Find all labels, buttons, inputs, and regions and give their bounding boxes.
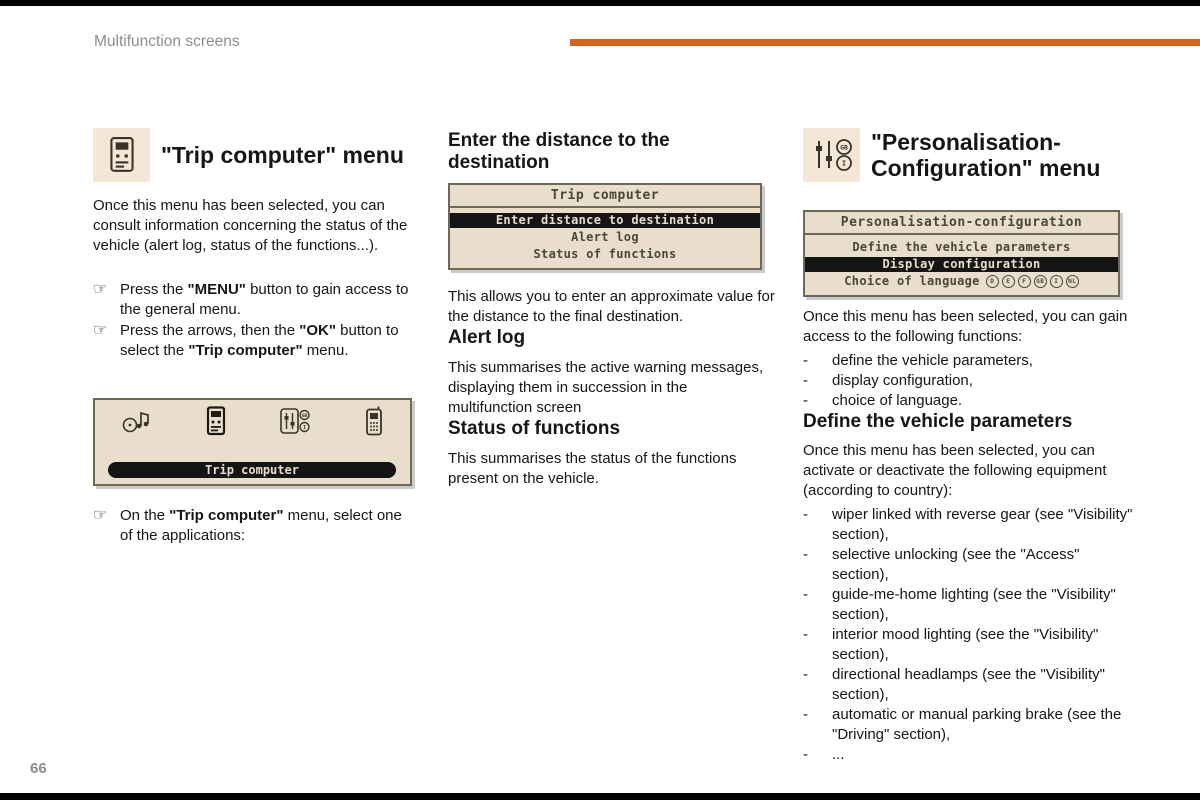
screen-title: Trip computer: [450, 185, 760, 208]
function-text: define the vehicle parameters,: [832, 352, 1033, 369]
pointing-hand-icon: ☞: [93, 507, 108, 524]
trip-computer-menu-icon: [205, 406, 227, 436]
personalisation-menu-screenshot: [803, 210, 1120, 297]
heading-enter-distance: Enter the distance to the destination: [448, 130, 670, 173]
text-run-bold: "MENU": [187, 281, 246, 298]
personalisation-intro: Once this menu has been selected, you can gain access to the following functions:: [803, 308, 1128, 345]
equipment-text: directional headlamps (see the "Visibility" section),: [832, 666, 1106, 703]
text-run: menu.: [302, 342, 349, 359]
dash: -: [803, 506, 808, 523]
text-run: button to gain access to the general menu.: [120, 281, 409, 318]
column-trip-computer: [93, 128, 415, 547]
function-text: choice of language.: [832, 392, 963, 409]
pointing-hand-icon: ☞: [93, 322, 108, 339]
section-title-trip-computer: "Trip computer" menu: [161, 142, 404, 168]
equipment-text: guide-me-home lighting (see the "Visibility" section),: [832, 586, 1116, 623]
personalisation-menu-icon: [280, 407, 310, 435]
alert-log-body: This summarises the active warning messages, displaying them in succession in the multifunction screen: [448, 359, 764, 416]
telephone-icon: [364, 406, 384, 436]
dash: -: [803, 392, 808, 409]
distance-body: This allows you to enter an approximate value for the distance to the final destination.: [448, 288, 775, 325]
badge-gb: GB: [839, 143, 848, 152]
status-of-functions-body: This summarises the status of the functions present on the vehicle.: [448, 450, 737, 487]
badge-i: I: [303, 425, 307, 431]
badge-gb: GB: [302, 414, 308, 419]
heading-define-parameters: Define the vehicle parameters: [803, 411, 1073, 432]
choice-of-language-label: Choice of language: [844, 274, 980, 288]
step-ok-button: [93, 321, 415, 361]
trip-computer-steps: [93, 280, 415, 361]
dash: -: [803, 372, 808, 389]
audio-icon: [121, 408, 151, 434]
personalisation-icon: [803, 128, 860, 182]
title-line-1: "Personalisation-: [871, 129, 1061, 155]
selected-menu-label: Trip computer: [108, 462, 396, 478]
equipment-list: [803, 505, 1136, 765]
list-item: [803, 505, 1136, 545]
trip-computer-icon: [93, 128, 150, 182]
language-flag-d: D: [986, 275, 999, 288]
list-item: [803, 625, 1136, 665]
running-header: Multifunction screens: [94, 33, 240, 50]
menu-item-enter-distance: Enter distance to destination: [450, 213, 760, 228]
step-text: [120, 321, 415, 361]
function-text: display configuration,: [832, 372, 973, 389]
list-item: [803, 351, 1136, 371]
list-item: [803, 745, 1136, 765]
dash: -: [803, 626, 808, 643]
language-flag-f: F: [1018, 275, 1031, 288]
language-flag-gb: GB: [1034, 275, 1047, 288]
equipment-text: ...: [832, 746, 845, 763]
heading-status-of-functions: Status of functions: [448, 418, 621, 439]
equipment-text: interior mood lighting (see the "Visibility" section),: [832, 626, 1099, 663]
multifunction-display-screenshot: [93, 398, 412, 486]
menu-item-alert-log: Alert log: [571, 230, 639, 244]
language-flag-i: I: [1050, 275, 1063, 288]
define-parameters-intro: Once this menu has been selected, you can activate or deactivate the following equipment (according to country):: [803, 442, 1107, 499]
dash: -: [803, 746, 808, 763]
language-flag-e: E: [1002, 275, 1015, 288]
list-item: [803, 665, 1136, 705]
list-item: [803, 371, 1136, 391]
badge-i: I: [841, 159, 846, 168]
language-flag-nl: NL: [1066, 275, 1079, 288]
screen-menu-body: [450, 208, 760, 268]
title-line-2: Configuration" menu: [871, 155, 1101, 181]
dash: -: [803, 546, 808, 563]
dash: -: [803, 666, 808, 683]
pointing-hand-icon: ☞: [93, 281, 108, 298]
text-run: Press the arrows, then the: [120, 322, 300, 339]
dash: -: [803, 352, 808, 369]
text-run: button to select the: [120, 322, 399, 359]
menu-item-display-configuration: Display configuration: [805, 257, 1118, 272]
dash: -: [803, 706, 808, 723]
menu-item-status-of-functions: Status of functions: [533, 247, 677, 261]
column-personalisation: [803, 128, 1136, 765]
step-text: [120, 506, 415, 546]
top-rule: [0, 0, 1200, 6]
menu-item-choice-of-language: [805, 274, 1118, 289]
column-distance: [448, 128, 775, 489]
functions-list: [803, 351, 1136, 411]
screen-title: Personalisation-configuration: [805, 212, 1118, 235]
trip-computer-intro: Once this menu has been selected, you can consult information concerning the status of the vehicle (alert log, status of the functions...).: [93, 197, 408, 254]
equipment-text: wiper linked with reverse gear (see "Visibility" section),: [832, 506, 1133, 543]
list-item: [803, 585, 1136, 625]
section-title-personalisation: [871, 129, 1100, 181]
trip-computer-title-row: [93, 128, 415, 182]
step-text: [120, 280, 415, 320]
step-select-application: [93, 506, 415, 546]
step-menu-button: [93, 280, 415, 320]
page-number: 66: [30, 760, 47, 777]
personalisation-title-row: [803, 128, 1136, 182]
text-run: On the: [120, 507, 170, 524]
menu-item-define-parameters: Define the vehicle parameters: [852, 240, 1071, 254]
text-run: menu, select one of the applications:: [120, 507, 402, 544]
text-run-bold: "Trip computer": [188, 342, 303, 359]
bottom-rule: [0, 793, 1200, 800]
text-run-bold: "OK": [299, 322, 336, 339]
menu-icons-row: [95, 400, 410, 436]
equipment-text: selective unlocking (see the "Access" section),: [832, 546, 1080, 583]
list-item: [803, 391, 1136, 411]
accent-bar: [570, 39, 1200, 46]
dash: -: [803, 586, 808, 603]
list-item: [803, 705, 1136, 745]
screen-menu-body: [805, 235, 1118, 295]
list-item: [803, 545, 1136, 585]
text-run-bold: "Trip computer": [169, 507, 284, 524]
text-run: Press the: [120, 281, 188, 298]
heading-alert-log: Alert log: [448, 327, 526, 348]
trip-computer-menu-screenshot: [448, 183, 762, 270]
equipment-text: automatic or manual parking brake (see the "Driving" section),: [832, 706, 1122, 743]
